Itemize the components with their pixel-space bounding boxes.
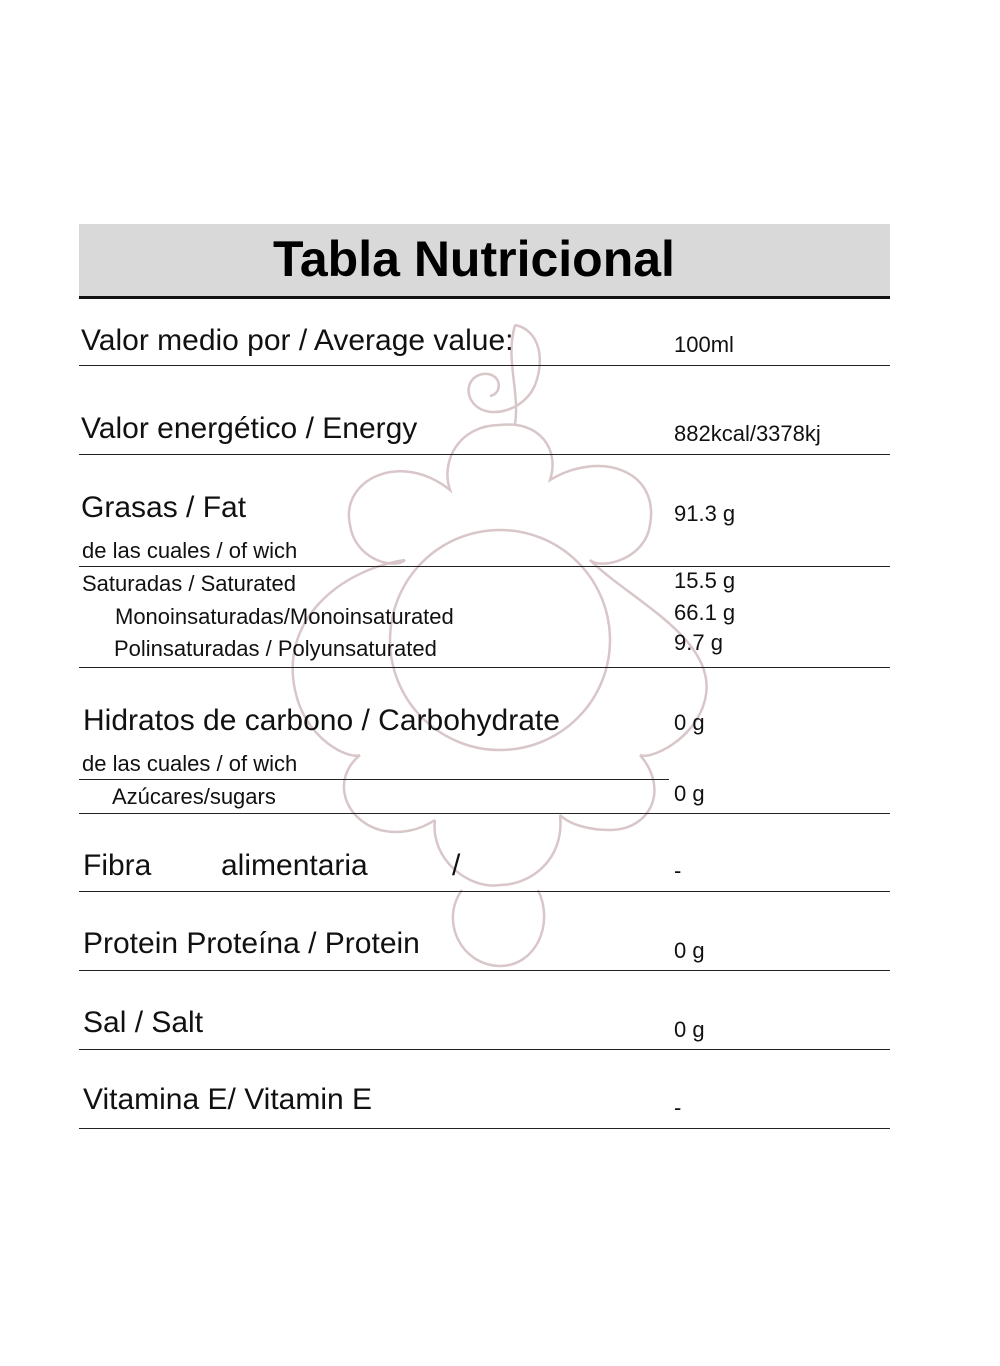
fibre-label-slash: / — [452, 849, 461, 882]
saturated-label: Saturadas / Saturated — [82, 571, 297, 596]
protein-value: 0 g — [674, 938, 705, 963]
divider — [79, 891, 890, 892]
page-title: Tabla Nutricional — [273, 231, 675, 287]
fat-label: Grasas / Fat — [81, 491, 247, 524]
divider — [79, 667, 890, 668]
carb-sub-label: de las cuales / of wich — [82, 751, 298, 776]
fibre-value: - — [674, 858, 682, 883]
salt-value: 0 g — [674, 1017, 705, 1042]
poly-value: 9.7 g — [674, 630, 723, 655]
energy-label: Valor energético / Energy — [81, 412, 418, 445]
protein-label: Protein Proteína / Protein — [83, 927, 420, 960]
divider — [79, 813, 890, 814]
mono-label: Monoinsaturadas/Monoinsaturated — [115, 604, 454, 629]
carb-value: 0 g — [674, 710, 705, 735]
salt-label: Sal / Salt — [83, 1006, 204, 1039]
divider — [79, 1128, 890, 1129]
vitamin-label: Vitamina E/ Vitamin E — [83, 1083, 373, 1116]
fat-sub-label: de las cuales / of wich — [82, 538, 298, 563]
mono-value: 66.1 g — [674, 600, 736, 625]
divider — [79, 779, 669, 780]
poly-label: Polinsaturadas / Polyunsaturated — [114, 636, 437, 661]
divider — [79, 970, 890, 971]
vitamin-value: - — [674, 1095, 682, 1120]
fat-value: 91.3 g — [674, 501, 736, 526]
divider — [79, 365, 890, 366]
sugars-label: Azúcares/sugars — [112, 784, 276, 809]
saturated-value: 15.5 g — [674, 568, 736, 593]
carb-label: Hidratos de carbono / Carbohydrate — [83, 704, 560, 737]
average-value: 100ml — [674, 332, 734, 357]
header-divider — [79, 296, 890, 299]
divider — [79, 1049, 890, 1050]
energy-value: 882kcal/3378kj — [674, 421, 821, 446]
average-label: Valor medio por / Average value: — [81, 324, 514, 357]
fibre-label-word1: Fibra — [83, 849, 152, 882]
sugars-value: 0 g — [674, 781, 705, 806]
divider — [79, 454, 890, 455]
fibre-label-word2: alimentaria — [221, 849, 368, 882]
divider — [79, 566, 890, 567]
